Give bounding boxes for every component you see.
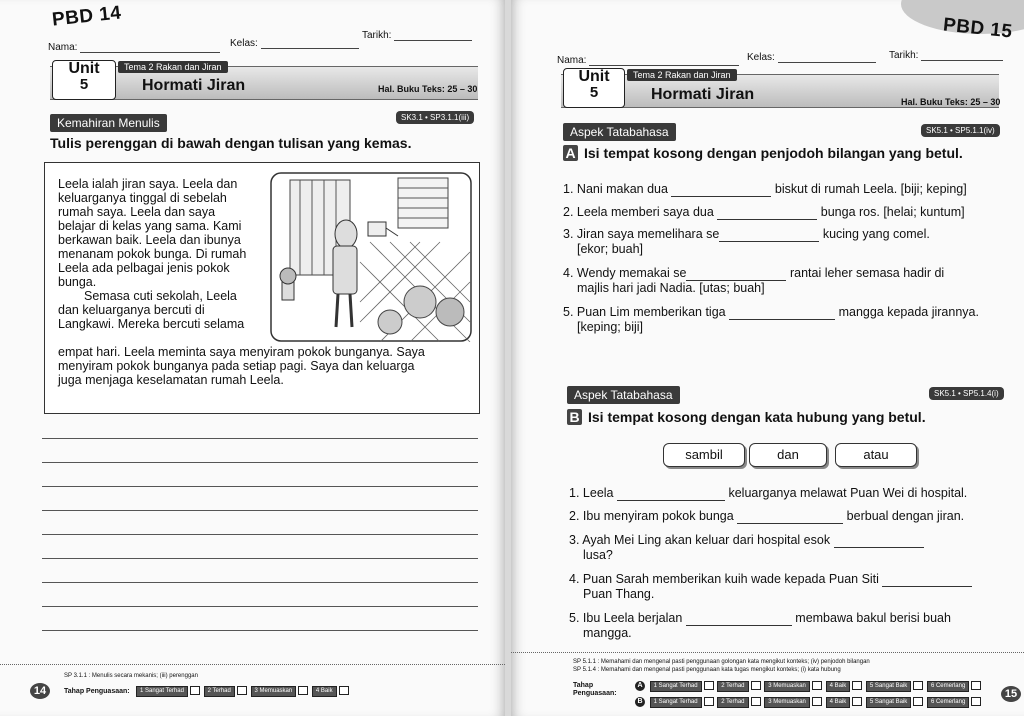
unit-title: Hormati Jiran (142, 77, 246, 94)
level-box: 5 Sangat Baik (866, 681, 911, 692)
q-after: biskut di rumah Leela. [biji; keping] (774, 182, 967, 196)
tahap-label: Tahap Penguasaan: (573, 682, 617, 697)
level-checkbox[interactable] (971, 681, 981, 690)
kelas-label: Kelas: (747, 52, 775, 63)
tahap-levels (136, 686, 351, 695)
level-box: 2 Terhad (717, 697, 748, 708)
level-checkbox[interactable] (852, 681, 862, 690)
writing-line[interactable] (42, 630, 478, 631)
level-checkbox[interactable] (704, 681, 714, 690)
q-cont: [keping; biji] (577, 320, 644, 334)
q-before: Puan Sarah memberikan kuih wade kepada Puan Siti (582, 572, 879, 586)
level-checkbox[interactable] (751, 697, 761, 706)
q-before: Leela memberi saya dua (576, 205, 714, 219)
nama-field[interactable] (557, 55, 739, 66)
unit-number: 5 (589, 84, 599, 101)
passage-line: bunga. (58, 275, 97, 289)
level-box: 1 Sangat Terhad (650, 681, 702, 692)
answer-blank[interactable] (737, 523, 843, 524)
level-box: 3 Memuaskan (764, 681, 810, 692)
q-before: Ibu menyiram pokok bunga (582, 509, 734, 523)
tarikh-label: Tarikh: (889, 50, 919, 61)
tahap-row-a (635, 681, 983, 690)
q-before: Leela (582, 486, 614, 500)
q-before: Wendy memakai se (576, 266, 687, 280)
page-header: PBD 15 (942, 14, 1014, 43)
tahap-row-b (635, 697, 983, 706)
level-checkbox[interactable] (751, 681, 761, 690)
q-cont: Puan Thang. (583, 587, 655, 601)
passage-line: Leela ialah jiran saya. Leela dan (58, 177, 238, 191)
level-checkbox[interactable] (812, 681, 822, 690)
level-box: 4 Baik (826, 697, 851, 708)
tarikh-label: Tarikh: (362, 30, 392, 41)
unit-box (52, 60, 116, 100)
passage-line: Langkawi. Mereka bercuti selama (58, 317, 245, 331)
unit-title: Hormati Jiran (651, 86, 755, 103)
unit-label: Unit (68, 60, 100, 77)
tarikh-field[interactable] (889, 50, 1003, 61)
tema-label: Tema 2 Rakan dan Jiran (627, 69, 737, 81)
answer-blank[interactable] (686, 625, 792, 626)
answer-blank[interactable] (617, 500, 725, 501)
question-b1 (569, 486, 967, 501)
level-box: 5 Sangat Baik (866, 697, 911, 708)
q-cont: [ekor; buah] (577, 242, 644, 256)
passage-line: menyiram pokok bunganya pada setiap pagi. Saya dan keluarga (58, 359, 415, 373)
passage-line: rumah saya. Leela dan saya (58, 205, 216, 219)
passage-line: dan keluarganya bercuti di (58, 303, 205, 317)
question-a1 (563, 182, 967, 197)
writing-line[interactable] (42, 462, 478, 463)
nama-field[interactable] (48, 42, 220, 53)
level-box: 4 Baik (826, 681, 851, 692)
q-num: 2. (563, 205, 574, 219)
q-cont: majlis hari jadi Nadia. [utas; buah] (577, 281, 765, 295)
level-checkbox[interactable] (812, 697, 822, 706)
unit-label: Unit (578, 68, 610, 85)
question-a3 (563, 227, 930, 257)
tahap-label: Tahap Penguasaan: (64, 688, 130, 695)
tarikh-field[interactable] (362, 30, 472, 41)
question-a5 (563, 305, 979, 335)
level-checkbox[interactable] (237, 686, 247, 695)
level-checkbox[interactable] (298, 686, 308, 695)
section-a-tag: Aspek Tatabahasa (563, 123, 676, 141)
level-box: 2 Terhad (204, 686, 235, 697)
q-before: Ibu Leela berjalan (582, 611, 683, 625)
option-sambil: sambil (663, 443, 745, 467)
q-num: 1. (569, 486, 580, 500)
kelas-label: Kelas: (230, 38, 258, 49)
answer-blank[interactable] (719, 241, 819, 242)
q-before: Ayah Mei Ling akan keluar dari hospital esok (582, 533, 831, 547)
level-checkbox[interactable] (339, 686, 349, 695)
q-num: 4. (563, 266, 574, 280)
level-box: 3 Memuaskan (251, 686, 297, 697)
q-after: kucing yang comel. (822, 227, 930, 241)
q-num: 2. (569, 509, 580, 523)
page-number: 15 (1001, 686, 1021, 702)
writing-line[interactable] (42, 558, 478, 559)
q-num: 5. (569, 611, 580, 625)
q-num: 3. (569, 533, 580, 547)
footer-sp: SP 3.1.1 : Menulis secara mekanis; (iii) perenggan (64, 673, 198, 679)
question-b2 (569, 509, 964, 524)
section-b-letter: B (567, 409, 582, 425)
level-box: 3 Memuaskan (764, 697, 810, 708)
footer-divider (0, 664, 505, 665)
q-before: Nani makan dua (576, 182, 668, 196)
q-after: bunga ros. [helai; kuntum] (820, 205, 965, 219)
writing-line[interactable] (42, 510, 478, 511)
footer-divider (511, 652, 1024, 653)
hal-buku-teks: Hal. Buku Teks: 25 – 30 (901, 97, 1001, 107)
level-checkbox[interactable] (913, 697, 923, 706)
kelas-field[interactable] (747, 52, 876, 63)
right-page (511, 0, 1024, 716)
passage-line: empat hari. Leela meminta saya menyiram pokok bunganya. Saya (58, 345, 425, 359)
passage-line: juga menjaga keselamatan rumah Leela. (58, 373, 284, 387)
nama-label: Nama: (557, 55, 587, 66)
section-b-instruction (567, 409, 926, 425)
section-a-instruction (563, 145, 963, 161)
level-box: 1 Sangat Terhad (136, 686, 188, 697)
row-b-marker: B (635, 697, 645, 707)
page-header: PBD 14 (51, 2, 123, 31)
question-b4 (569, 572, 972, 602)
passage-line: menanam pokok bunga. Di rumah (58, 247, 247, 261)
level-checkbox[interactable] (190, 686, 200, 695)
girl-watering-plants-illustration (270, 172, 472, 342)
q-before: Jiran saya memelihara se (576, 227, 720, 241)
unit-number: 5 (79, 76, 89, 93)
q-before: Puan Lim memberikan tiga (576, 305, 726, 319)
section-b-code: SK5.1 • SP5.1.4(i) (929, 387, 1004, 400)
writing-line[interactable] (42, 534, 478, 535)
footer-sp2: SP 5.1.4 : Memahami dan mengenal pasti penggunaan kata tugas mengikut konteks; (i) kata hubung (573, 667, 841, 673)
page-number: 14 (30, 683, 50, 699)
section-tag: Kemahiran Menulis (50, 114, 167, 132)
writing-line[interactable] (42, 606, 478, 607)
question-b3 (569, 533, 924, 563)
question-a2 (563, 205, 965, 220)
q-after: membawa bakul berisi buah (795, 611, 951, 625)
q-after: keluarganya melawat Puan Wei di hospital. (728, 486, 968, 500)
passage-line: belajar di kelas yang sama. Kami (58, 219, 242, 233)
nama-label: Nama: (48, 42, 78, 53)
level-checkbox[interactable] (852, 697, 862, 706)
level-checkbox[interactable] (913, 681, 923, 690)
section-a-instruction-text: Isi tempat kosong dengan penjodoh bilangan yang betul. (584, 145, 963, 161)
q-after: berbual dengan jiran. (846, 509, 965, 523)
kelas-field[interactable] (230, 38, 359, 49)
section-a-letter: A (563, 145, 578, 161)
passage-line: keluarganya tinggal di sebelah (58, 191, 227, 205)
passage-line: Semasa cuti sekolah, Leela (84, 289, 237, 303)
level-box: 2 Terhad (717, 681, 748, 692)
footer-sp1: SP 5.1.1 : Memahami dan mengenal pasti penggunaan golongan kata mengikut konteks; (iv) penjodoh bilangan (573, 659, 870, 665)
q-after: rantai leher semasa hadir di (789, 266, 945, 280)
q-cont: mangga. (583, 626, 632, 640)
option-atau: atau (835, 443, 917, 467)
answer-blank[interactable] (729, 319, 835, 320)
answer-blank[interactable] (834, 547, 924, 548)
answer-blank[interactable] (882, 586, 972, 587)
row-a-marker: A (635, 681, 645, 691)
answer-blank[interactable] (671, 196, 771, 197)
level-box: 6 Cemerlang (927, 697, 969, 708)
answer-blank[interactable] (717, 219, 817, 220)
level-box: 4 Baik (312, 686, 337, 697)
section-a-code: SK5.1 • SP5.1.1(iv) (921, 124, 1000, 137)
passage-line: berkawan baik. Leela dan ibunya (58, 233, 241, 247)
q-num: 5. (563, 305, 574, 319)
section-b-instruction-text: Isi tempat kosong dengan kata hubung yang betul. (588, 409, 926, 425)
writing-line[interactable] (42, 582, 478, 583)
q-num: 3. (563, 227, 574, 241)
writing-line[interactable] (42, 438, 478, 439)
option-dan: dan (749, 443, 827, 467)
level-checkbox[interactable] (971, 697, 981, 706)
writing-line[interactable] (42, 486, 478, 487)
q-cont: lusa? (583, 548, 613, 562)
tema-label: Tema 2 Rakan dan Jiran (118, 61, 228, 73)
level-checkbox[interactable] (704, 697, 714, 706)
left-page (0, 0, 505, 716)
q-num: 1. (563, 182, 574, 196)
unit-box (563, 68, 625, 108)
level-box: 6 Cemerlang (927, 681, 969, 692)
passage-line: Leela ada pelbagai jenis pokok (58, 261, 230, 275)
instruction: Tulis perenggan di bawah dengan tulisan yang kemas. (50, 135, 412, 151)
question-a4 (563, 266, 944, 296)
q-after: mangga kepada jirannya. (838, 305, 979, 319)
q-num: 4. (569, 572, 580, 586)
hal-buku-teks: Hal. Buku Teks: 25 – 30 (378, 84, 478, 94)
question-b5 (569, 611, 951, 641)
section-b-tag: Aspek Tatabahasa (567, 386, 680, 404)
code-tag: SK3.1 • SP3.1.1(iii) (396, 111, 474, 124)
level-box: 1 Sangat Terhad (650, 697, 702, 708)
